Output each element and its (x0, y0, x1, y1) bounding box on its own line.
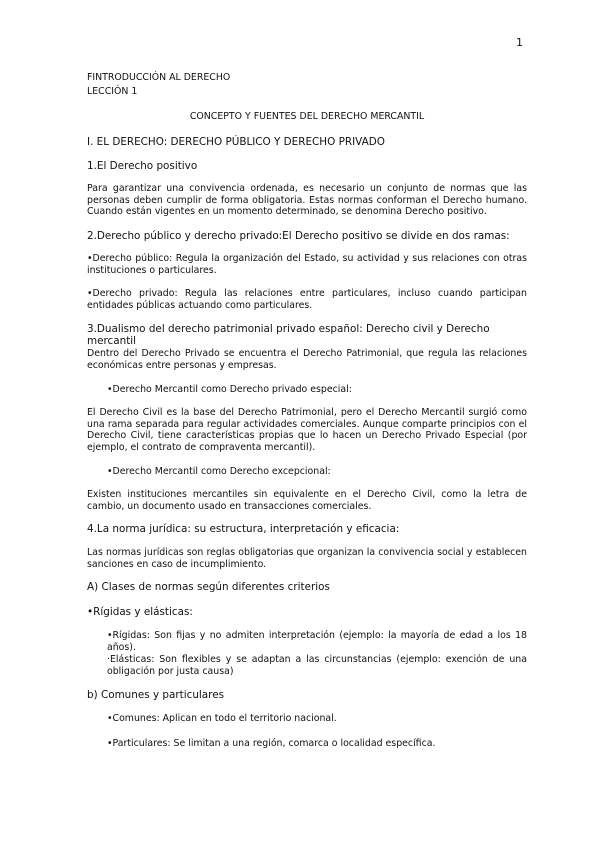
document-title: CONCEPTO Y FUENTES DEL DERECHO MERCANTIL (189, 111, 425, 122)
course-title: FINTRODUCCIÓN AL DERECHO (87, 72, 231, 83)
bullet-rigidas: •Rígidas: Son fijas y no admiten interpretación (ejemplo: la mayoría de edad a los 18 años). (107, 630, 527, 653)
paragraph-normas: Las normas jurídicas son reglas obligatorias que organizan la convivencia social y establecen sanciones en caso de incumplimiento. (87, 547, 527, 570)
heading-publico-privado: 2.Derecho público y derecho privado:El Derecho positivo se divide en dos ramas: (87, 230, 510, 242)
bullet-comunes: •Comunes: Aplican en todo el territorio nacional. (107, 713, 337, 724)
heading-rigidas-elasticas: •Rígidas y elásticas: (87, 606, 193, 618)
heading-derecho-positivo: 1.El Derecho positivo (87, 160, 198, 172)
bullet-excepcional: •Derecho Mercantil como Derecho excepcional: (107, 466, 331, 477)
bullet-elasticas: ·Elásticas: Son flexibles y se adaptan a las circunstancias (ejemplo: exención de una obligación por justa causa) (107, 654, 527, 677)
paragraph-letra-cambio: Existen instituciones mercantiles sin equivalente en el Derecho Civil, como la letra de cambio, un documento usado en transacciones comerciales. (87, 489, 527, 512)
bullet-particulares: •Particulares: Se limitan a una región, comarca o localidad específica. (107, 738, 436, 749)
paragraph-derecho-privado: •Derecho privado: Regula las relaciones entre particulares, incluso cuando participan entidades públicas actuando como particulares. (87, 288, 527, 311)
paragraph-patrimonial: Dentro del Derecho Privado se encuentra el Derecho Patrimonial, que regula las relaciones económicas entre personas y empresas. (87, 348, 527, 371)
paragraph-derecho-publico: •Derecho público: Regula la organización del Estado, su actividad y sus relaciones con otras instituciones o particulares. (87, 253, 527, 276)
paragraph-derecho-positivo: Para garantizar una convivencia ordenada, es necesario un conjunto de normas que las personas deben cumplir de forma obligatoria. Estas normas conforman el Derecho humano. Cuando están vigentes en un momento determinado, se denomina Derecho positivo. (87, 183, 527, 218)
heading-comunes-particulares: b) Comunes y particulares (87, 689, 225, 701)
heading-dualismo: 3.Dualismo del derecho patrimonial privado español: Derecho civil y Derecho mercantil (87, 323, 490, 347)
paragraph-derecho-civil: El Derecho Civil es la base del Derecho Patrimonial, pero el Derecho Mercantil surgió como una rama separada para regular actividades comerciales. Aunque comparte principios con el Derecho Civil, tiene características propias que lo hacen un Derecho Privado Especial (por ejemplo, el contrato de compraventa mercantil). (87, 407, 527, 453)
section-heading: I. EL DERECHO: DERECHO PÚBLICO Y DERECHO PRIVADO (87, 136, 385, 148)
bullet-privado-especial: •Derecho Mercantil como Derecho privado especial: (107, 384, 352, 395)
heading-clases-normas: A) Clases de normas según diferentes criterios (87, 581, 330, 593)
lesson-label: LECCIÓN 1 (87, 86, 138, 97)
page-number: 1 (516, 36, 523, 49)
heading-norma-juridica: 4.La norma jurídica: su estructura, interpretación y eficacia: (87, 523, 400, 535)
